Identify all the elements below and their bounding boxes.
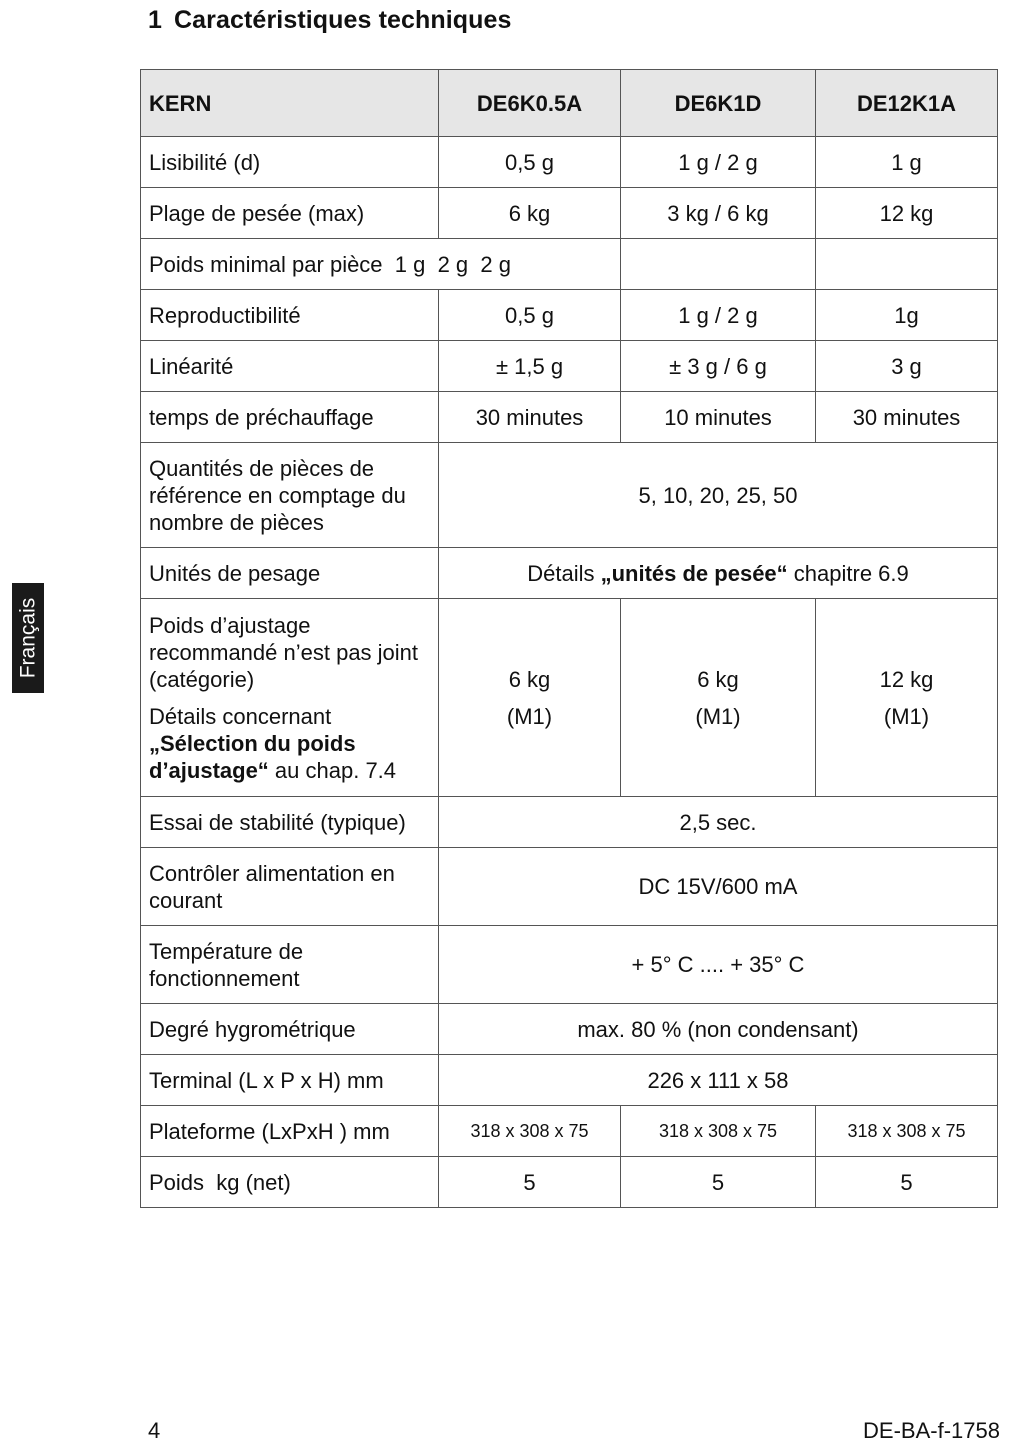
page-number: 4 <box>148 1418 161 1443</box>
ajustage-label-bold: „Sélection du poids d’ajustage“ <box>149 730 356 783</box>
ajustage-weight: 6 kg <box>508 666 551 692</box>
table-cell: 318 x 308 x 75 <box>439 1106 621 1157</box>
table-cell: 0,5 g <box>439 137 621 188</box>
document-code: DE-BA-f-1758 <box>863 1418 1000 1443</box>
table-header-row <box>141 70 998 137</box>
row-label: Terminal (L x P x H) mm <box>141 1055 439 1106</box>
table-cell <box>816 599 998 797</box>
row-label: Linéarité <box>141 341 439 392</box>
table-cell: 5 <box>621 1157 816 1208</box>
unites-text-bold: „unités de pesée“ <box>600 560 788 586</box>
table-cell: + 5° C .... + 35° C <box>439 926 998 1004</box>
table-row <box>141 443 998 548</box>
table-cell: 1 g / 2 g <box>621 290 816 341</box>
table-cell: 6 kg <box>439 188 621 239</box>
table-row <box>141 1106 998 1157</box>
row-label: Poids kg (net) <box>141 1157 439 1208</box>
row-label: Quantités de pièces de référence en comptage du nombre de pièces <box>141 443 439 548</box>
table-row <box>141 599 998 797</box>
table-cell: 1 g / 2 g <box>621 137 816 188</box>
row-label: Lisibilité (d) <box>141 137 439 188</box>
table-cell <box>621 239 816 290</box>
row-label: temps de préchauffage <box>141 392 439 443</box>
row-label: Contrôler alimentation en courant <box>141 848 439 926</box>
table-row <box>141 926 998 1004</box>
ajustage-class: (M1) <box>506 703 553 729</box>
row-label: Température de fonctionnement <box>141 926 439 1004</box>
table-row <box>141 392 998 443</box>
section-title <box>148 6 512 35</box>
row-label: Plateforme (LxPxH ) mm <box>141 1106 439 1157</box>
table-cell <box>439 548 998 599</box>
language-tab <box>12 583 44 693</box>
row-label: Unités de pesage <box>141 548 439 599</box>
row-label: Plage de pesée (max) <box>141 188 439 239</box>
table-cell: 10 minutes <box>621 392 816 443</box>
unites-text-post: chapitre 6.9 <box>787 560 909 586</box>
table-row <box>141 848 998 926</box>
table-cell: 226 x 111 x 58 <box>439 1055 998 1106</box>
table-cell: 3 kg / 6 kg <box>621 188 816 239</box>
language-tab-label: Français <box>16 597 39 679</box>
table-row <box>141 188 998 239</box>
table-row <box>141 797 998 848</box>
table-cell: max. 80 % (non condensant) <box>439 1004 998 1055</box>
unites-text-pre: Détails <box>527 560 601 586</box>
table-cell: 12 kg <box>816 188 998 239</box>
section-number: 1 <box>148 6 163 34</box>
header-cell: DE6K1D <box>621 70 816 137</box>
table-cell: 318 x 308 x 75 <box>621 1106 816 1157</box>
table-cell: 30 minutes <box>816 392 998 443</box>
table-cell: 3 g <box>816 341 998 392</box>
ajustage-label-2: Détails concernant <box>149 703 332 729</box>
table-cell: 5 <box>439 1157 621 1208</box>
table-cell: ± 3 g / 6 g <box>621 341 816 392</box>
table-cell: 30 minutes <box>439 392 621 443</box>
ajustage-class: (M1) <box>883 703 930 729</box>
header-cell: KERN <box>141 70 439 137</box>
table-cell: 5, 10, 20, 25, 50 <box>439 443 998 548</box>
table-cell: 318 x 308 x 75 <box>816 1106 998 1157</box>
table-cell: 1g <box>816 290 998 341</box>
ajustage-label-3: au chap. 7.4 <box>268 757 397 783</box>
table-row <box>141 548 998 599</box>
spec-table <box>140 69 998 1208</box>
ajustage-weight: 6 kg <box>697 666 739 692</box>
row-label: Degré hygrométrique <box>141 1004 439 1055</box>
table-row <box>141 1004 998 1055</box>
row-label: Essai de stabilité (typique) <box>141 797 439 848</box>
header-cell: DE12K1A <box>816 70 998 137</box>
table-cell <box>816 239 998 290</box>
table-cell: ± 1,5 g <box>439 341 621 392</box>
table-row <box>141 1157 998 1208</box>
ajustage-label-1: Poids d’ajustage recommandé n’est pas joint (catégorie) <box>149 612 419 692</box>
ajustage-weight: 12 kg <box>879 666 934 692</box>
table-cell: 1 g <box>816 137 998 188</box>
header-cell: DE6K0.5A <box>439 70 621 137</box>
table-cell <box>439 599 621 797</box>
row-label <box>141 599 439 797</box>
ajustage-class: (M1) <box>695 703 741 729</box>
table-row <box>141 341 998 392</box>
table-cell: 5 <box>816 1157 998 1208</box>
table-cell: 2,5 sec. <box>439 797 998 848</box>
row-label: Reproductibilité <box>141 290 439 341</box>
table-row <box>141 137 998 188</box>
table-cell <box>621 599 816 797</box>
table-row <box>141 239 998 290</box>
table-cell: DC 15V/600 mA <box>439 848 998 926</box>
table-row <box>141 1055 998 1106</box>
table-cell: 0,5 g <box>439 290 621 341</box>
table-row <box>141 290 998 341</box>
section-heading: Caractéristiques techniques <box>174 6 512 34</box>
row-label: Poids minimal par pièce 1 g 2 g 2 g <box>141 239 621 290</box>
